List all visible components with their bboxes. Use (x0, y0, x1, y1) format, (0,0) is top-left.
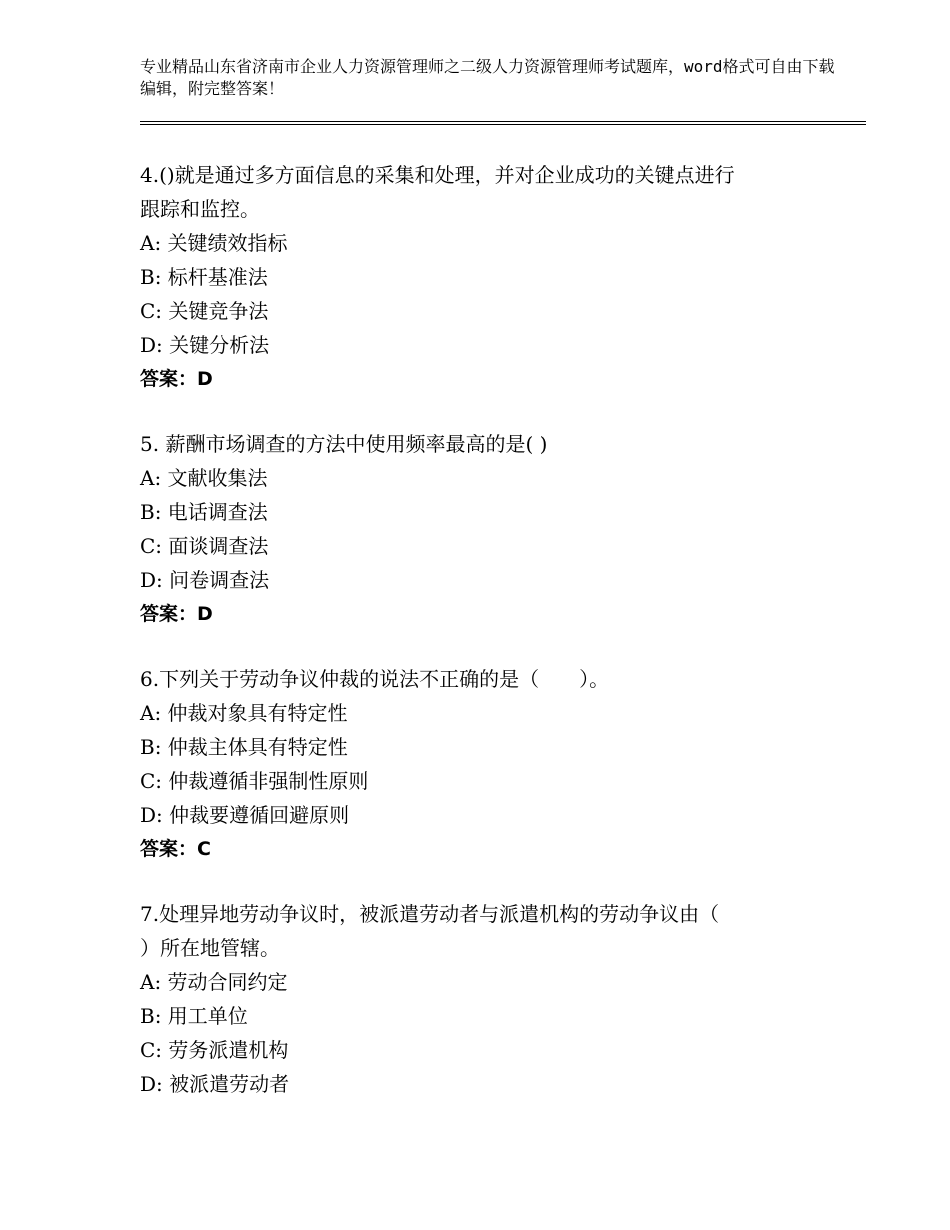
header-rule-bottom (140, 124, 866, 125)
option-c: C: 关键竞争法 (140, 299, 269, 323)
answer-line: 答案：D (140, 603, 213, 625)
question-list (140, 158, 820, 1132)
option-a: A: 关键绩效指标 (140, 231, 288, 255)
option-b: B: 标杆基准法 (140, 265, 268, 289)
option-a: A: 仲裁对象具有特定性 (140, 701, 348, 725)
answer-line: 答案：D (140, 368, 213, 390)
option-b: B: 电话调查法 (140, 500, 268, 524)
option-d: D: 问卷调查法 (140, 568, 270, 592)
question-stem-line: 5. 薪酬市场调查的方法中使用频率最高的是( ) (140, 432, 548, 456)
option-b: B: 用工单位 (140, 1004, 248, 1028)
question-stem-line: ）所在地管辖。 (140, 936, 280, 960)
answer-line: 答案：C (140, 838, 211, 860)
header-rule-top (140, 121, 866, 122)
question-4 (140, 158, 820, 396)
option-b: B: 仲裁主体具有特定性 (140, 735, 348, 759)
document-header: 专业精品山东省济南市企业人力资源管理师之二级人力资源管理师考试题库，word格式可自由下载编辑，附完整答案！ (140, 57, 835, 98)
option-d: D: 仲裁要遵循回避原则 (140, 803, 350, 827)
option-d: D: 被派遣劳动者 (140, 1072, 290, 1096)
question-6 (140, 662, 820, 866)
option-c: C: 劳务派遣机构 (140, 1038, 289, 1062)
option-a: A: 劳动合同约定 (140, 970, 288, 994)
question-7 (140, 897, 820, 1101)
question-stem-line: 跟踪和监控。 (140, 197, 260, 221)
option-c: C: 仲裁遵循非强制性原则 (140, 769, 369, 793)
question-stem-line: 6.下列关于劳动争议仲裁的说法不正确的是（ ）。 (140, 667, 610, 691)
option-c: C: 面谈调查法 (140, 534, 269, 558)
option-a: A: 文献收集法 (140, 466, 268, 490)
question-5 (140, 427, 820, 631)
question-stem-line: 4.()就是通过多方面信息的采集和处理，并对企业成功的关键点进行 (140, 163, 735, 187)
option-d: D: 关键分析法 (140, 333, 270, 357)
question-stem-line: 7.处理异地劳动争议时，被派遣劳动者与派遣机构的劳动争议由（ (140, 902, 720, 926)
